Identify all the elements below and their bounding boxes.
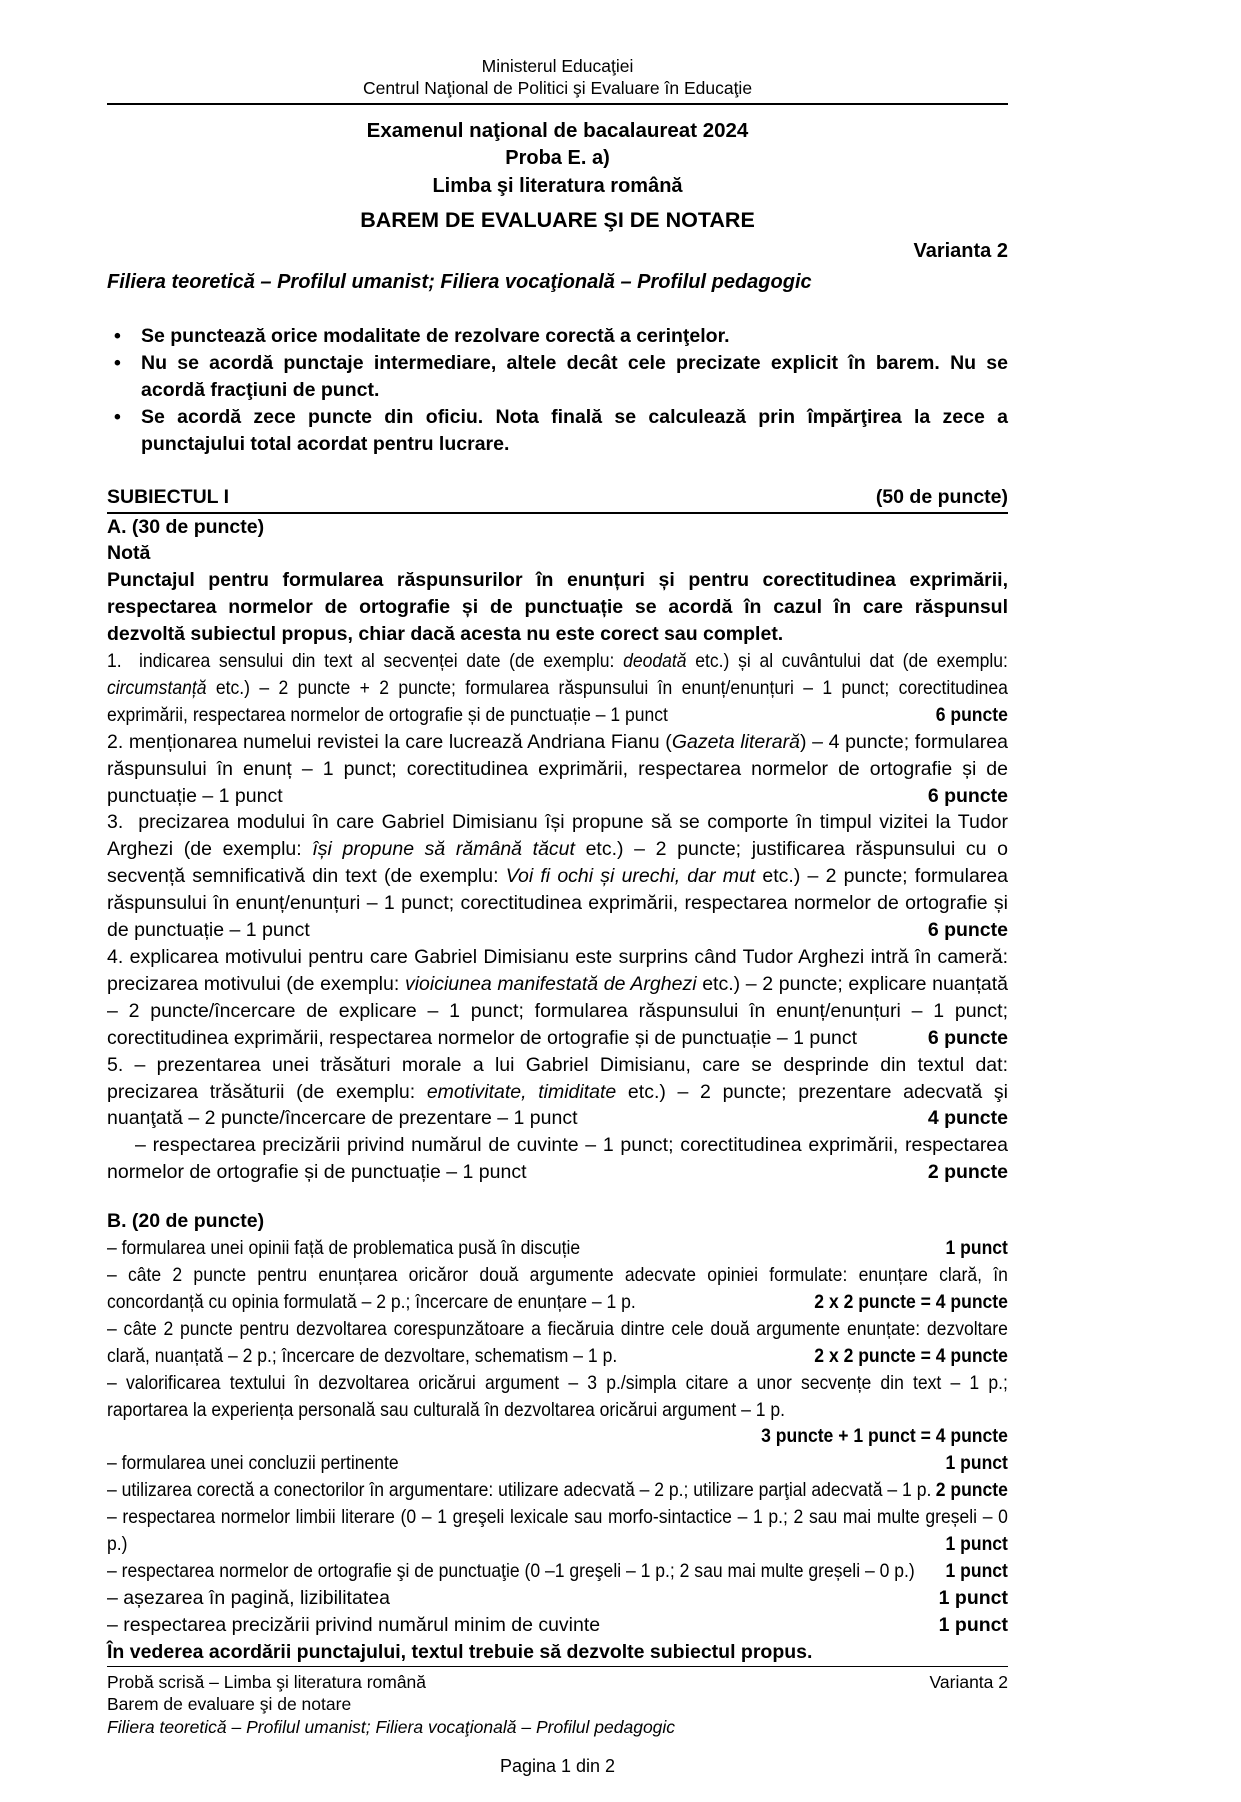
exam-title: Examenul naţional de bacalaureat 2024 — [366, 118, 749, 142]
rubric-item — [107, 1052, 1008, 1133]
footer-filiera: Filiera teoretică – Profilul umanist; Filiera vocaţională – Profilul pedagogic — [107, 1717, 676, 1738]
text-run: deodată — [623, 650, 687, 673]
points-value: 2 x 2 puncte = 4 puncte — [814, 1344, 1008, 1367]
part-b-heading: B. (20 de puncte) — [107, 1210, 265, 1233]
text-run: etc.) – 2 puncte + 2 puncte; formularea răspunsului în enunț/enunțuri – 1 punct; corectitudinea exprimării, respectarea normelor de ortografie și de punctuație – 1 punct — [107, 676, 1008, 726]
footer-row — [107, 1671, 1008, 1739]
points-value: 3 puncte + 1 punct = 4 puncte — [761, 1425, 1008, 1448]
rubric-item — [107, 1262, 1008, 1316]
general-note-item: • Se acordă zece puncte din oficiu. Nota finală se calculează prin împărţirea la zece a punctajului total acordat pentru lucrare. — [107, 404, 1008, 458]
points-value: 1 punct — [945, 1559, 1008, 1582]
exam-proba: Proba E. a) — [505, 147, 610, 170]
text-run: – formularea unei concluzii pertinente — [107, 1452, 399, 1475]
text-run: – respectarea precizării privind numărul minim de cuvinte — [107, 1613, 601, 1636]
rubric-item — [107, 1558, 1008, 1585]
points-value: 6 puncte — [927, 1026, 1008, 1049]
points-value: 1 punct — [945, 1452, 1008, 1475]
text-run: 1. indicarea sensului din text al secvenței date (de exemplu: — [107, 650, 624, 673]
points-value: 6 puncte — [927, 919, 1008, 942]
points-value: 2 puncte — [927, 1161, 1008, 1184]
points-value: 1 punct — [945, 1237, 1008, 1260]
text-run: 3. precizarea modului în care Gabriel Dimisianu își propune să se comporte în timpul vizitei la Tudor Arghezi (de exemplu: — [107, 811, 1008, 861]
general-note-item: • Se punctează orice modalitate de rezolvare corectă a cerinţelor. — [107, 323, 1008, 350]
points-value: 6 puncte — [927, 784, 1008, 807]
rubric-item — [107, 944, 1008, 1052]
header-divider — [107, 103, 1008, 105]
text-run: își propune să rămână tăcut — [312, 838, 575, 861]
text-run: Voi fi ochi și urechi, dar mut — [505, 865, 756, 888]
subject1-title: SUBIECTUL I — [107, 485, 230, 508]
text-run: etc.) – 2 puncte; justificarea răspunsului cu o secvență semnificativă din text (de exemplu: — [107, 838, 1008, 888]
part-a-heading: A. (30 de puncte) — [107, 515, 265, 538]
note-text: Punctajul pentru formularea răspunsurilor în enunțuri și pentru corectitudinea exprimării, respectarea normelor de ortografie și de punctuație se acordă în cazul în care răspunsul dezvoltă subiectul propus, chiar dacă acesta nu este corect sau complet. — [107, 569, 1008, 646]
variant-label: Varianta 2 — [913, 239, 1008, 262]
footer-variant: Varianta 2 — [929, 1671, 1008, 1692]
barem-title: BAREM DE EVALUARE ŞI DE NOTARE — [360, 208, 755, 233]
rubric-item — [107, 1370, 1008, 1451]
ministry-header — [107, 56, 1008, 100]
rubric-item — [107, 1585, 1008, 1612]
text-run: – respectarea normelor de ortografie şi de punctuaţie (0 –1 greşeli – 1 p.; 2 sau mai multe greșeli – 0 p.) — [107, 1559, 915, 1582]
subject1-items — [107, 648, 1008, 1186]
subject1-points: (50 de puncte) — [875, 485, 1008, 508]
text-run: circumstanță — [107, 676, 207, 699]
rubric-item — [107, 729, 1008, 810]
rubric-item — [107, 1504, 1008, 1558]
text-run: Gazeta literară — [671, 730, 800, 753]
general-notes-list — [107, 323, 1008, 458]
rubric-item — [107, 1316, 1008, 1370]
rubric-item — [107, 1132, 1008, 1186]
rubric-item — [107, 1612, 1008, 1639]
points-value: 2 x 2 puncte = 4 puncte — [814, 1290, 1008, 1313]
rubric-item — [107, 1477, 1008, 1504]
text-run: vioiciunea manifestată de Arghezi — [404, 972, 697, 995]
footer-proba: Probă scrisă – Limba şi literatura română — [107, 1671, 427, 1692]
text-run: ) – 4 puncte; formularea răspunsului în enunț – 1 punct; corectitudinea exprimării, respectarea normelor de ortografie și de punctuație – 1 punct — [107, 730, 1008, 807]
text-run: etc.) – 2 puncte; prezentare adecvată şi nuanţată – 2 puncte/încercare de prezentare – 1 punct — [107, 1080, 1009, 1130]
text-run: etc.) – 2 puncte; formularea răspunsului în enunț/enunțuri – 1 punct; corectitudinea exprimării, respectarea normelor de ortografie și de punctuație – 1 punct — [107, 865, 1008, 942]
text-run: emotivitate, timiditate — [426, 1080, 617, 1103]
rubric-item — [107, 1235, 1008, 1262]
exam-subject: Limba şi literatura română — [432, 174, 683, 197]
points-value: 2 puncte — [935, 1479, 1008, 1502]
text-run: – valorificarea textului în dezvoltarea oricărui argument – 3 p./simpla citare a unor secvențe din text – 1 p.; raportarea la experiența personală sau culturală în dezvoltarea oricărui argument – 1 p. — [107, 1371, 1008, 1421]
text-run: – respectarea precizării privind numărul de cuvinte – 1 punct; corectitudinea exprimării, respectarea normelor de ortografie și de punctuație – 1 punct — [107, 1134, 1008, 1184]
text-run: 5. – prezentarea unei trăsături morale a lui Gabriel Dimisianu, care se desprinde din textul dat: precizarea trăsăturii (de exemplu: — [107, 1053, 1008, 1103]
footer-left — [107, 1671, 675, 1739]
general-note-item: • Nu se acordă punctaje intermediare, altele decât cele precizate explicit în barem. Nu se acordă fracţiuni de punct. — [107, 350, 1008, 404]
part-b-items — [107, 1235, 1008, 1639]
note-heading: Notă — [107, 542, 151, 565]
text-run: – formularea unei opinii față de problematica pusă în discuție — [107, 1237, 581, 1260]
text-run: – câte 2 puncte pentru dezvoltarea corespunzătoare a fiecăruia dintre cele două argumente enunțate: dezvoltare clară, nuanțată – 2 p.; încercare de dezvoltare, schematism – 1 p. — [107, 1317, 1008, 1367]
points-value: 6 puncte — [935, 703, 1008, 726]
page-footer — [107, 1666, 1008, 1779]
ministry-line2: Centrul Naţional de Politici şi Evaluare în Educaţie — [362, 77, 753, 98]
ministry-line1: Ministerul Educaţiei — [481, 56, 634, 76]
final-note: În vederea acordării punctajului, textul trebuie să dezvolte subiectul propus. — [107, 1640, 813, 1663]
subject1-heading-row — [107, 484, 1008, 514]
points-value: 4 puncte — [927, 1107, 1008, 1130]
text-run: etc.) – 2 puncte; explicare nuanțată – 2 puncte/încercare de explicare – 1 punct; formularea răspunsului în enunț/enunțuri – 1 punct; corectitudinea exprimării, respectarea normelor de ortografie și de punctuație – 1 punct — [107, 972, 1009, 1049]
text-run: etc.) și al cuvântului dat (de exemplu: — [686, 650, 1008, 673]
filiera-line: Filiera teoretică – Profilul umanist; Filiera vocaţională – Profilul pedagogic — [107, 271, 812, 294]
text-run: – utilizarea corectă a conectorilor în argumentare: utilizare adecvată – 2 p.; utilizare parţial adecvată – 1 p. — [107, 1479, 932, 1502]
text-run: 2. menționarea numelui revistei la care lucrează Andriana Fianu ( — [107, 730, 672, 753]
exam-title-block — [107, 117, 1008, 236]
footer-barem: Barem de evaluare şi de notare — [107, 1694, 352, 1715]
points-value: 1 punct — [938, 1586, 1008, 1609]
text-run: 4. explicarea motivului pentru care Gabriel Dimisianu este surprins când Tudor Arghezi intră în cameră: precizarea motivului (de exemplu: — [107, 946, 1008, 995]
rubric-item — [107, 809, 1008, 944]
rubric-item — [107, 1450, 1008, 1477]
text-run: – așezarea în pagină, lizibilitatea — [107, 1586, 390, 1609]
footer-divider — [107, 1666, 1008, 1667]
text-run: – câte 2 puncte pentru enunțarea oricăror două argumente adecvate opiniei formulate: enunțare clară, în concordanță cu opinia formulată – 2 p.; încercare de enunțare – 1 p. — [107, 1263, 1008, 1313]
text-run: – respectarea normelor limbii literare (0 – 1 greşeli lexicale sau morfo-sintactice – 1 p.; 2 sau mai multe greșeli – 0 p.) — [107, 1506, 1008, 1556]
points-value: 1 punct — [938, 1613, 1008, 1636]
rubric-item — [107, 648, 1008, 729]
footer-page-number: Pagina 1 din 2 — [499, 1755, 616, 1776]
points-value: 1 punct — [945, 1533, 1008, 1556]
